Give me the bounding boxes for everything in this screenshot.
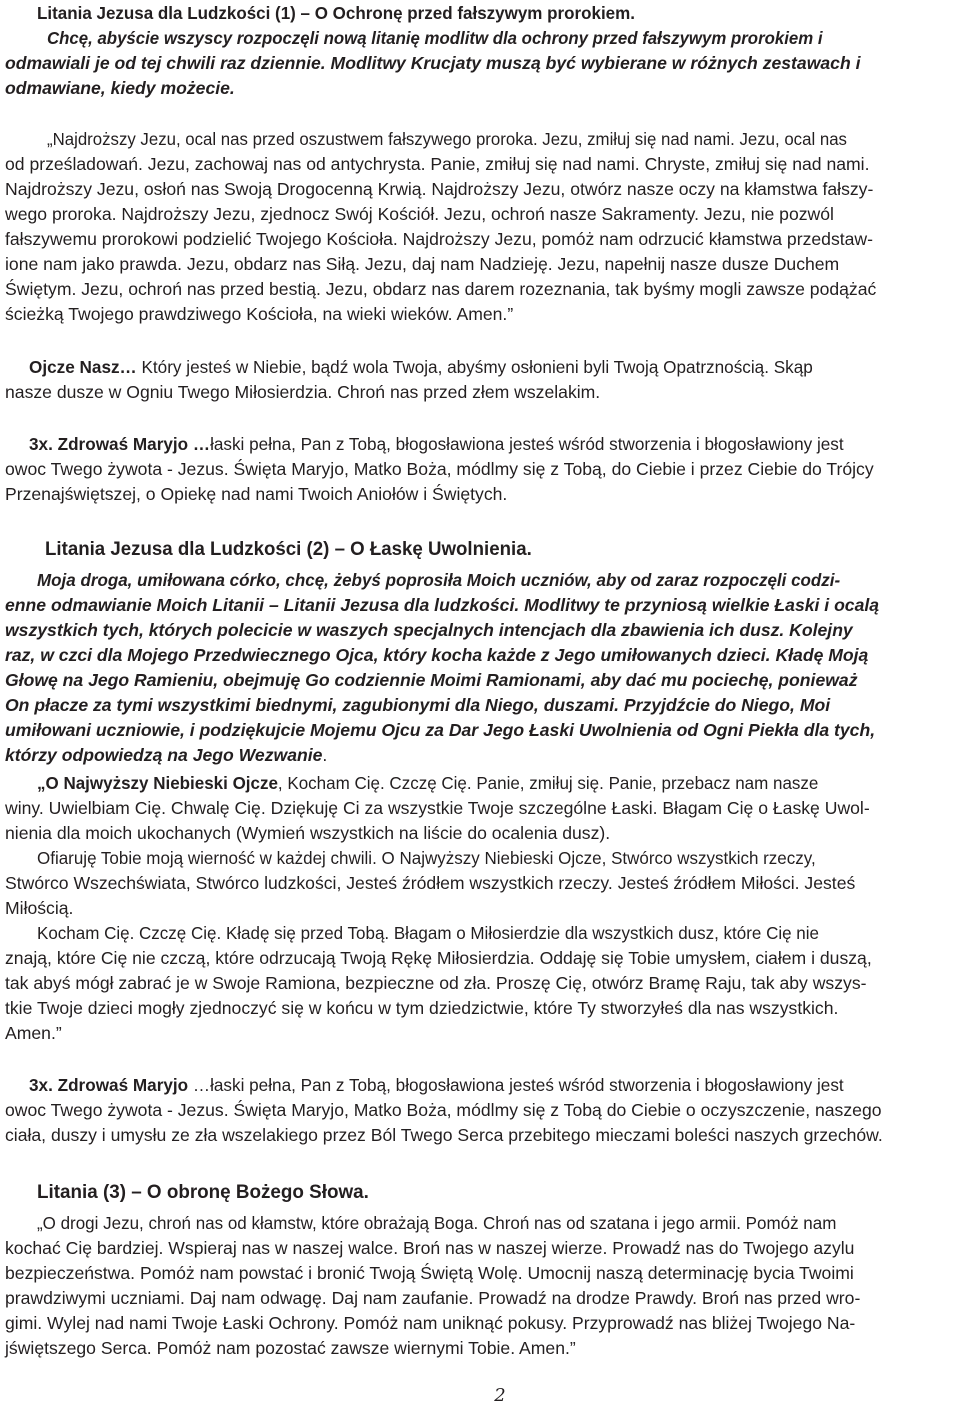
section3-prayer-line: kochać Cię bardziej. Wspieraj nas w naszej walce. Broń nas w naszej wierze. Prowadź nas do Twojego azylu [5, 1238, 855, 1258]
section3-prayer-line: jświętszego Serca. Pomóż nam pozostać zawsze wiernymi Tobie. Amen.” [5, 1338, 576, 1358]
section3-prayer-line: bezpieczeństwa. Pomóż nam powstać i bronić Twoją Świętą Wolę. Umocnij naszą determinację bycia Twoimi [5, 1263, 854, 1283]
section2-intro-line: Głowę na Jego Ramieniu, obejmuję Go codziennie Moimi Ramionami, aby dać mu pociechę, ponieważ [5, 670, 858, 690]
section2-prayer-line: tkie Twoje dzieci mogły zjednoczyć się w końcu w tym dziedzictwie, które Ty stworzyłeś dla nas wszystkich. [5, 998, 839, 1018]
section3-prayer-line: prawdziwymi uczniami. Daj nam odwagę. Daj nam zaufanie. Prowadź na drodze Prawdy. Broń nas przed wro- [5, 1288, 861, 1308]
section2-intro-line: enne odmawianie Moich Litanii – Litanii Jezusa dla ludzkości. Modlitwy te przyniosą wielkie Łaski i ocalą [5, 595, 880, 615]
section1-zdrowas-line: Przenajświętszej, o Opiekę nad nami Twoich Aniołów i Świętych. [5, 484, 508, 504]
section1-prayer-line: od prześladowań. Jezu, zachowaj nas od antychrysta. Panie, zmiłuj się nad nami. Chryste, zmiłuj się nad nami. [5, 154, 870, 174]
section1-ojcze-line [29, 355, 953, 380]
section2-zdrowas-line: ciała, duszy i umysłu ze zła wszelakiego przez Ból Twego Serca przebitego mieczami boleści naszych grzechów. [5, 1125, 883, 1145]
section2-intro-last-end: . [322, 745, 328, 765]
section1-zdrowas-line: owoc Twego żywota - Jezus. Święta Maryjo, Matko Boża, módlmy się z Tobą, do Ciebie i przez Ciebie do Trójcy [5, 459, 874, 479]
section3-prayer-line: „O drogi Jezu, chroń nas od kłamstw, które obrażają Boga. Chroń nas od szatana i jego armii. Pomóż nam [37, 1213, 837, 1233]
zdrowas-text: łaski pełna, Pan z Tobą, błogosławiona jesteś wśród stworzenia i błogosławiony jest [210, 434, 844, 454]
section1-zdrowas-line [29, 432, 953, 457]
section3-title: Litania (3) – O obronę Bożego Słowa. [37, 1181, 369, 1203]
section2-prayer-line: Ofiaruję Tobie moją wierność w każdej chwili. O Najwyższy Niebieski Ojcze, Stwórco wszystkich rzeczy, [37, 848, 816, 868]
section2-intro-line: Moja droga, umiłowana córko, chcę, żebyś poprosiła Moich uczniów, aby od zaraz rozpoczęli codzi- [37, 570, 841, 590]
najwyzszy-ojcze-label: „O Najwyższy Niebieski Ojcze [37, 773, 278, 793]
section2-prayer-line: znają, które Cię nie czczą, które odrzucają Twoją Rękę Miłosierdzia. Oddaję się Tobie umysłem, ciałem i duszą, [5, 948, 872, 968]
ojcze-nasz-text: Który jesteś w Niebie, bądź wola Twoja, abyśmy osłonieni byli Twoją Opatrznością. Skąp [136, 357, 813, 377]
section1-intro-line: Chcę, abyście wszyscy rozpoczęli nową litanię modlitw dla ochrony przed fałszywym prorokiem i [47, 28, 823, 48]
section1-prayer-line: ścieżką Twojego prawdziwego Kościoła, na wieki wieków. Amen.” [5, 304, 514, 324]
section2-prayer-line [37, 771, 953, 796]
section2-prayer-line: tak abyś mógł zabrać je w Swoje Ramiona, bezpieczne od zła. Proszę Cię, otwórz Bramę Raju, tak aby wszys- [5, 973, 867, 993]
section2-prayer-line: Kocham Cię. Czczę Cię. Kładę się przed Tobą. Błagam o Miłosierdzie dla wszystkich dusz, które Cię nie [37, 923, 819, 943]
section2-zdrowas-line [29, 1073, 953, 1098]
section2-prayer-line: Miłością. [5, 898, 74, 918]
section1-prayer-line: Najdroższy Jezu, osłoń nas Swoją Drogocenną Krwią. Najdroższy Jezu, otwórz nasze oczy na kłamstwa fałszy- [5, 179, 874, 199]
section1-title: Litania Jezusa dla Ludzkości (1) – O Ochronę przed fałszywym prorokiem. [37, 3, 635, 23]
section1-intro-line: odmawiali je od tej chwili raz dziennie. Modlitwy Krucjaty muszą być wybierane w różnych zestawach i [5, 53, 861, 73]
section1-prayer-line: wego proroka. Najdroższy Jezu, zjednocz Swój Kościół. Jezu, ochroń nasze Sakramenty. Jezu, nie pozwól [5, 204, 834, 224]
section2-prayer-text: , Kocham Cię. Czczę Cię. Panie, zmiłuj się. Panie, przebacz nam nasze [277, 773, 819, 793]
section1-prayer-line: „Najdroższy Jezu, ocal nas przed oszustwem fałszywego proroka. Jezu, zmiłuj się nad nami. Jezu, ocal nas [47, 129, 847, 149]
zdrowas-text: …łaski pełna, Pan z Tobą, błogosławiona jesteś wśród stworzenia i błogosławiony jest [188, 1075, 844, 1095]
section2-intro-line [5, 743, 953, 768]
section1-prayer-line: ione nam jako prawda. Jezu, obdarz nas Siłą. Jezu, daj nam Nadzieję. Jezu, napełnij nasze dusze Duchem [5, 254, 840, 274]
ojcze-nasz-label: Ojcze Nasz… [29, 357, 137, 377]
section2-prayer-line: Stwórco Wszechświata, Stwórco ludzkości, Jesteś źródłem wszystkich rzeczy. Jesteś źródłem Miłości. Jesteś [5, 873, 856, 893]
zdrowas-label: 3x. Zdrowaś Maryjo [29, 1075, 189, 1095]
page-number: 2 [494, 1385, 506, 1406]
section1-intro-line: odmawiane, kiedy możecie. [5, 78, 235, 98]
section1-ojcze-line: nasze dusze w Ogniu Twego Miłosierdzia. Chroń nas przed złem wszelakim. [5, 382, 601, 402]
section2-prayer-line: Amen.” [5, 1023, 62, 1043]
section2-intro-line: wszystkich tych, których polecicie w waszych specjalnych intencjach dla zbawienia ich dusz. Kolejny [5, 620, 853, 640]
section3-prayer-line: gimi. Wylej nad nami Twoje Łaski Ochrony. Pomóż nam uniknąć pokusy. Przyprowadź nas bliżej Twojego Na- [5, 1313, 856, 1333]
section2-intro-last-bold: którzy odpowiedzą na Jego Wezwanie [5, 745, 323, 765]
section2-intro-line: On płacze za tymi wszystkimi biednymi, zagubionymi dla Niego, duszami. Przyjdźcie do Niego, Moi [5, 695, 831, 715]
section2-intro-line: raz, w czci dla Mojego Przedwiecznego Ojca, który kocha każde z Jego umiłowanych dzieci. Kładę Moją [5, 645, 869, 665]
section2-prayer-line: nienia dla moich ukochanych (Wymień wszystkich na liście do ocalenia dusz). [5, 823, 611, 843]
section1-prayer-line: fałszywemu prorokowi podzielić Twojego Kościoła. Najdroższy Jezu, pomóż nam odrzucić kłamstwa przedstaw- [5, 229, 873, 249]
section2-intro-line: umiłowani uczniowie, i podziękujcie Mojemu Ojcu za Dar Jego Łaski Uwolnienia od Ogni Piekła dla tych, [5, 720, 876, 740]
zdrowas-label: 3x. Zdrowaś Maryjo … [29, 434, 211, 454]
section2-title: Litania Jezusa dla Ludzkości (2) – O Łaskę Uwolnienia. [45, 538, 532, 560]
section2-prayer-line: winy. Uwielbiam Cię. Chwalę Cię. Dziękuję Ci za wszystkie Twoje szczególne Łaski. Błagam Cię o Łaskę Uwol- [5, 798, 870, 818]
section2-zdrowas-line: owoc Twego żywota - Jezus. Święta Maryjo, Matko Boża, módlmy się z Tobą do Ciebie o oczyszczenie, naszego [5, 1100, 882, 1120]
section1-prayer-line: Świętym. Jezu, ochroń nas przed bestią. Jezu, obdarz nas darem rozeznania, tak byśmy mogli zawsze podążać [5, 279, 877, 299]
